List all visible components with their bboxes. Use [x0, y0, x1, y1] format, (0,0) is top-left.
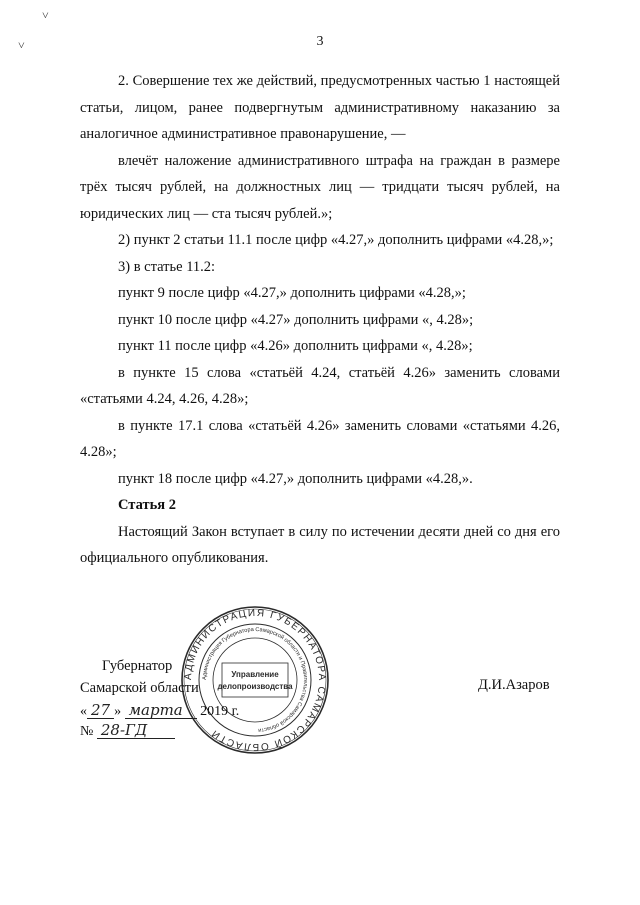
paragraph-4: 3) в статье 11.2:: [118, 258, 216, 275]
paragraph-7: пункт 11 после цифр «4.26» дополнить цифрами «, 4.28»;: [118, 338, 473, 354]
seal-center-line1: Управление: [231, 670, 279, 679]
paragraph-1: 2. Совершение тех же действий, предусмотренных частью 1 настоящей статьи, лицом, ранее подвергнутым административному наказанию за аналогичное административное правонарушение, —: [80, 73, 560, 142]
seal-center-line2: делопроизводства: [217, 682, 293, 691]
date-close-quote: »: [114, 704, 122, 719]
date-day: 27: [87, 702, 114, 719]
signatory-name: Д.И.Азаров: [478, 677, 550, 693]
paragraph-10: пункт 18 после цифр «4.27,» дополнить цифрами «4.28,».: [118, 470, 473, 487]
official-seal: [180, 605, 330, 755]
law-number: [80, 722, 175, 740]
corner-mark: ˅: [42, 8, 49, 22]
paragraph-11: Настоящий Закон вступает в силу по истечении десяти дней со дня его официального опубликования.: [80, 523, 560, 566]
body-text: [80, 68, 560, 572]
paragraph-6: пункт 10 после цифр «4.27» дополнить цифрами «, 4.28»;: [118, 311, 474, 328]
number-value: 28-ГД: [97, 722, 175, 739]
seal-outer-text: АДМИНИСТРАЦИЯ ГУБЕРНАТОРА САМАРСКОЙ ОБЛАСТИ: [182, 607, 328, 753]
article-heading: Статья 2: [118, 497, 176, 513]
date-open-quote: «: [80, 704, 87, 719]
seal-inner-text: Администрация Губернатора Самарской области и Правительства Самарской области: [201, 626, 309, 733]
paragraph-8: в пункте 15 слова «статьёй 4.24, статьёй 4.26» заменить словами «статьями 4.24, 4.26, 4.28»;: [80, 364, 560, 407]
paragraph-5: пункт 9 после цифр «4.27,» дополнить цифрами «4.28,»;: [118, 285, 466, 301]
signing-date: [80, 702, 239, 720]
paragraph-3: 2) пункт 2 статьи 11.1 после цифр «4.27,» дополнить цифрами «4.28,»;: [118, 232, 554, 248]
signatory-title-line2: Самарской области: [80, 680, 199, 696]
margin-mark: ˅: [18, 38, 25, 52]
paragraph-2: влечёт наложение административного штрафа на граждан в размере трёх тысяч рублей, на должностных лиц — тридцати тысяч рублей, на юридических лиц — ста тысяч рублей.»;: [80, 152, 560, 222]
date-month: марта: [125, 702, 197, 719]
page-number: 3: [316, 34, 324, 49]
date-year: 2019 г.: [200, 704, 240, 719]
signatory-title: [80, 655, 199, 699]
number-label: №: [80, 724, 94, 739]
paragraph-9: в пункте 17.1 слова «статьёй 4.26» заменить словами «статьями 4.26, 4.28»;: [80, 417, 560, 460]
signatory-title-line1: Губернатор: [102, 658, 173, 674]
